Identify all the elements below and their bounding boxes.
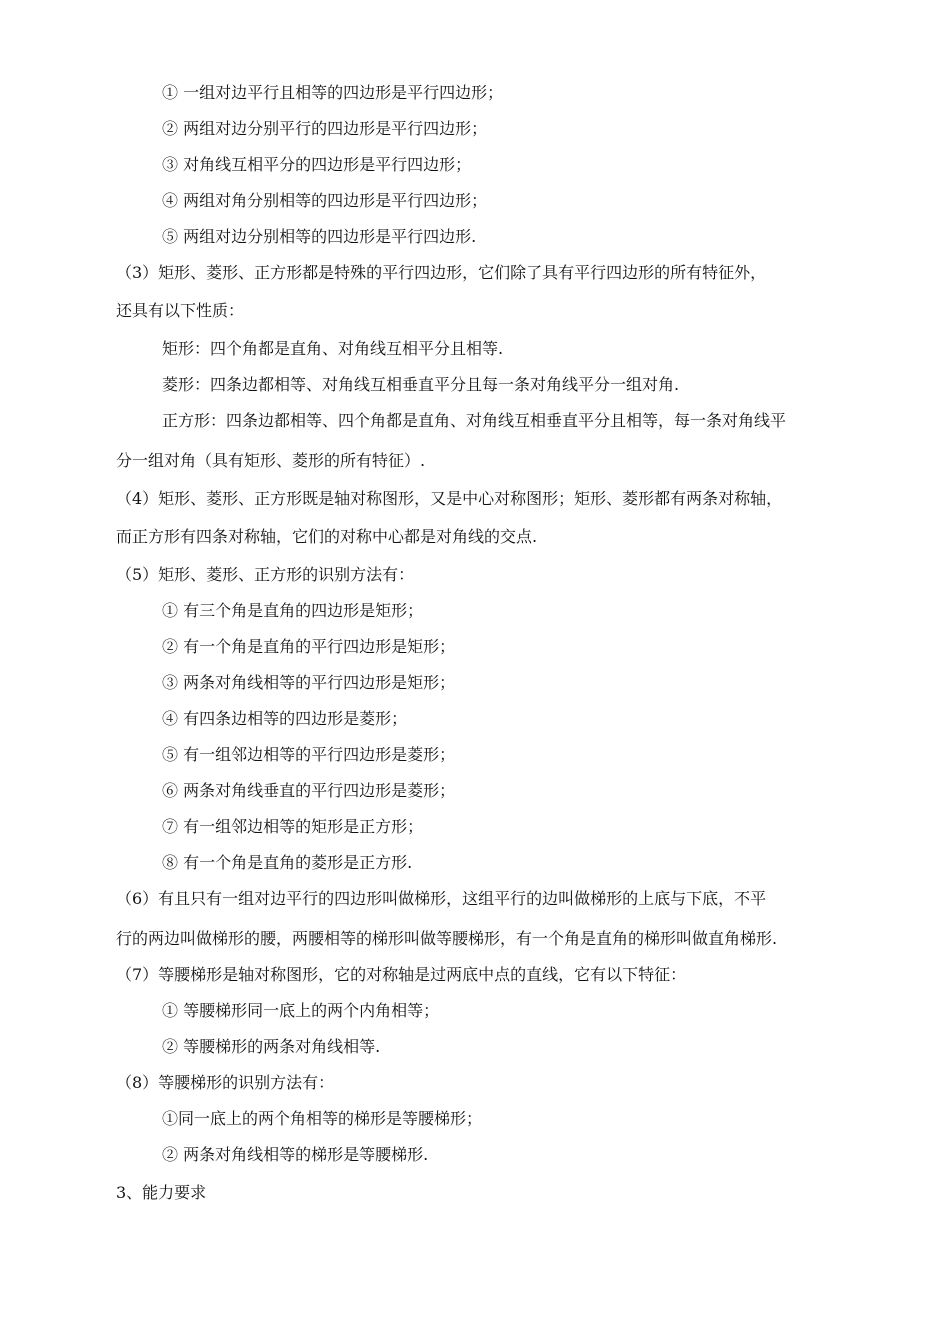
text-line: （3）矩形、菱形、正方形都是特殊的平行四边形，它们除了具有平行四边形的所有特征外，	[116, 263, 767, 282]
text-line: 矩形：四个角都是直角、对角线互相平分且相等.	[162, 339, 504, 358]
text-line: ⑤ 有一组邻边相等的平行四边形是菱形；	[162, 745, 456, 764]
text-line: ⑦ 有一组邻边相等的矩形是正方形；	[162, 817, 424, 836]
text-line: ④ 有四条边相等的四边形是菱形；	[162, 709, 408, 728]
text-line: ⑧ 有一个角是直角的菱形是正方形.	[162, 853, 413, 872]
text-line: （7）等腰梯形是轴对称图形，它的对称轴是过两底中点的直线，它有以下特征：	[116, 965, 687, 984]
text-line: ② 等腰梯形的两条对角线相等.	[162, 1037, 381, 1056]
text-line: ③ 对角线互相平分的四边形是平行四边形；	[162, 155, 472, 174]
text-line: （5）矩形、菱形、正方形的识别方法有：	[116, 565, 415, 584]
text-line: 行的两边叫做梯形的腰，两腰相等的梯形叫做等腰梯形，有一个角是直角的梯形叫做直角梯形.	[116, 929, 778, 948]
text-line: 正方形：四条边都相等、四个角都是直角、对角线互相垂直平分且相等，每一条对角线平	[162, 411, 787, 430]
text-line: ① 等腰梯形同一底上的两个内角相等；	[162, 1001, 440, 1020]
text-line: ①同一底上的两个角相等的梯形是等腰梯形；	[162, 1109, 483, 1128]
text-line: ② 两组对边分别平行的四边形是平行四边形；	[162, 119, 488, 138]
text-line: 菱形：四条边都相等、对角线互相垂直平分且每一条对角线平分一组对角.	[162, 375, 680, 394]
text-line: （4）矩形、菱形、正方形既是轴对称图形，又是中心对称图形；矩形、菱形都有两条对称轴，	[116, 489, 783, 508]
section-heading: 3、能力要求	[116, 1183, 207, 1202]
text-line: （6）有且只有一组对边平行的四边形叫做梯形，这组平行的边叫做梯形的上底与下底，不平	[116, 889, 767, 908]
text-line: 还具有以下性质：	[116, 301, 245, 320]
text-line: ⑥ 两条对角线垂直的平行四边形是菱形；	[162, 781, 456, 800]
text-line: ② 两条对角线相等的梯形是等腰梯形.	[162, 1145, 429, 1164]
text-line: ⑤ 两组对边分别相等的四边形是平行四边形.	[162, 227, 477, 246]
text-line: （8）等腰梯形的识别方法有：	[116, 1073, 335, 1092]
text-line: ④ 两组对角分别相等的四边形是平行四边形；	[162, 191, 488, 210]
text-line: ② 有一个角是直角的平行四边形是矩形；	[162, 637, 456, 656]
text-line: 分一组对角（具有矩形、菱形的所有特征）.	[116, 451, 426, 470]
text-line: ① 一组对边平行且相等的四边形是平行四边形；	[162, 83, 504, 102]
text-line: ③ 两条对角线相等的平行四边形是矩形；	[162, 673, 456, 692]
text-line: ① 有三个角是直角的四边形是矩形；	[162, 601, 424, 620]
text-line: 而正方形有四条对称轴，它们的对称中心都是对角线的交点.	[116, 527, 538, 546]
